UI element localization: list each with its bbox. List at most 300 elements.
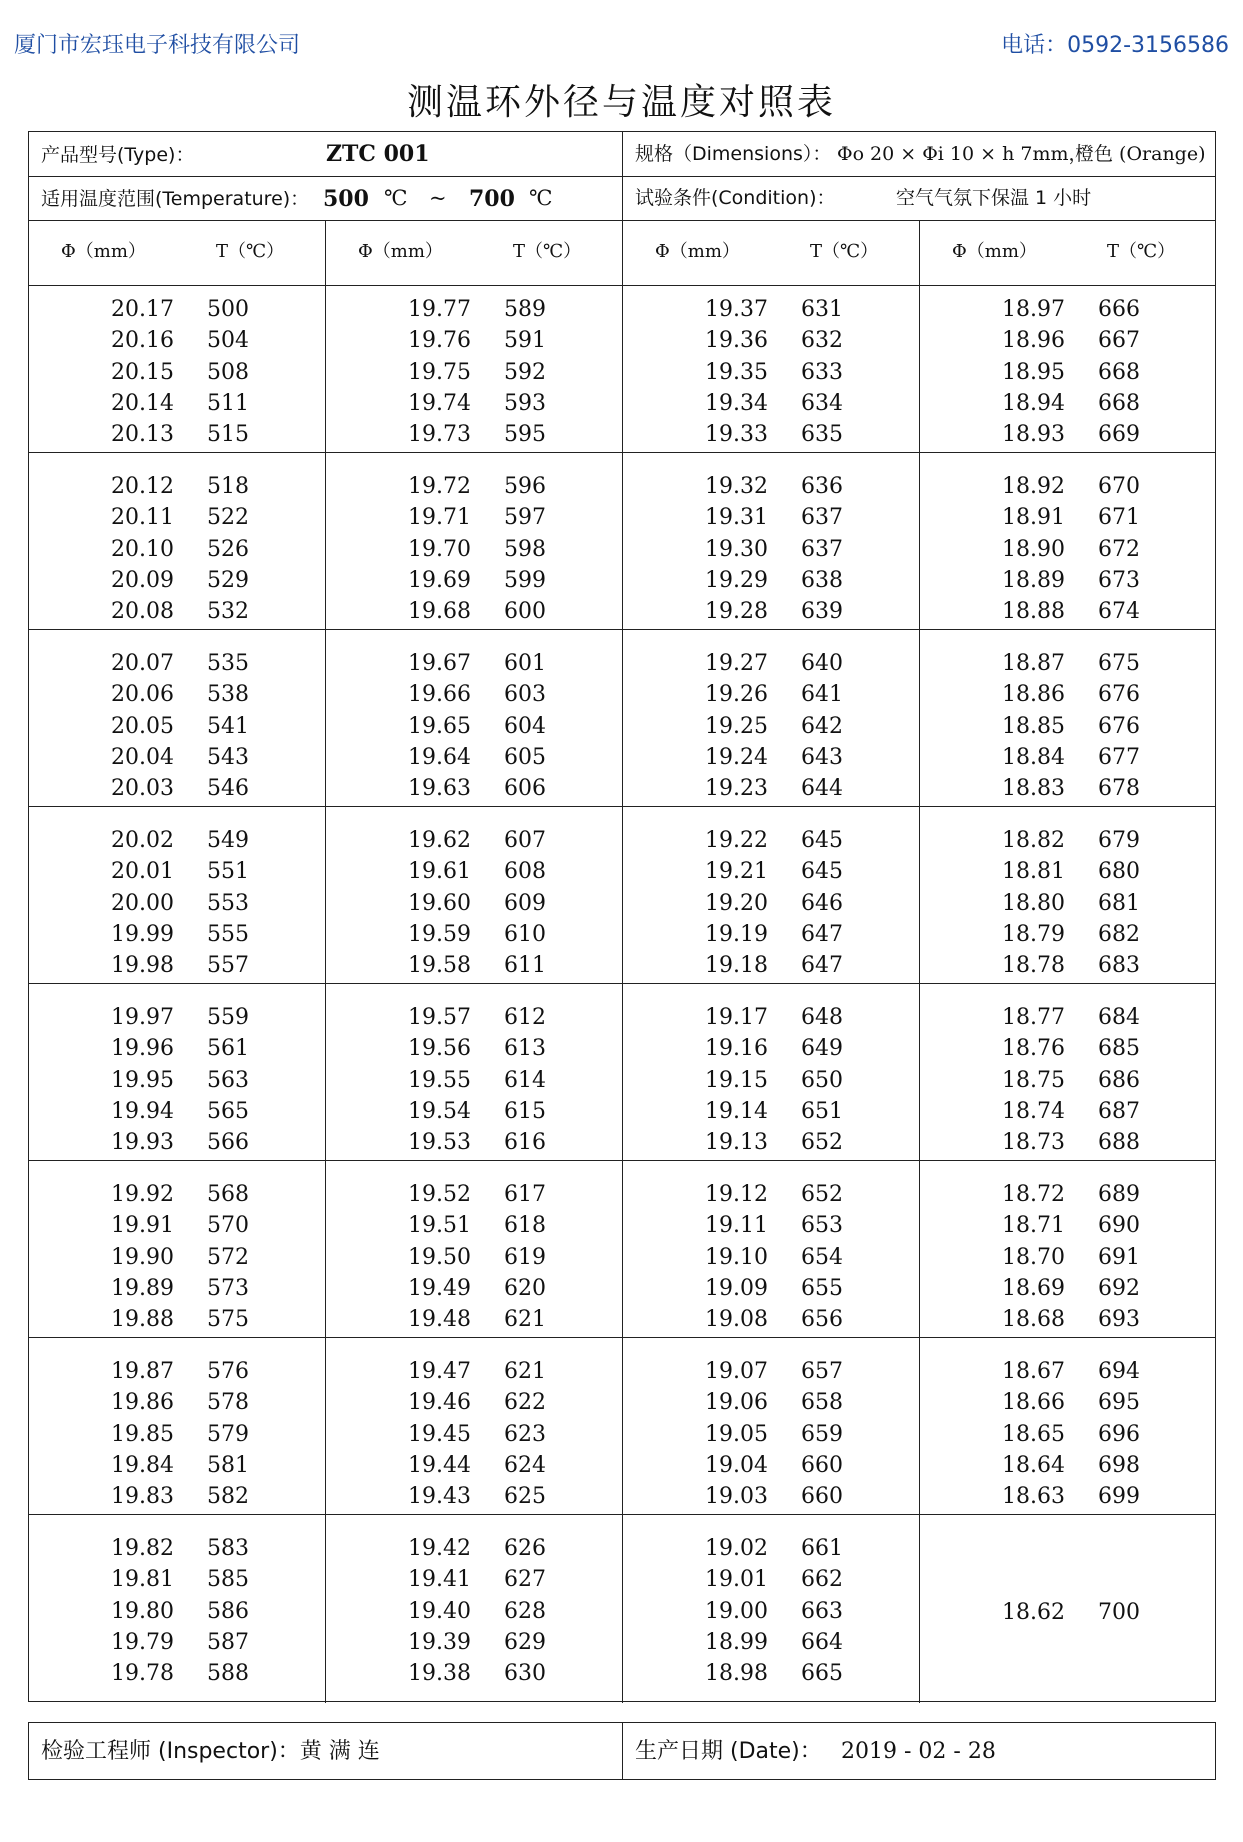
temperature-value: 595 (504, 422, 546, 448)
company-name: 厦门市宏珏电子科技有限公司 (14, 33, 301, 58)
diameter-value: 19.35 (705, 359, 768, 385)
color-value: 橙色 (Orange) (1075, 143, 1206, 165)
temperature-value: 579 (207, 1421, 249, 1447)
temperature-value: 696 (1098, 1421, 1140, 1447)
temperature-value: 618 (504, 1213, 546, 1239)
temperature-value: 582 (207, 1484, 249, 1510)
divider (622, 132, 623, 285)
diameter-value: 19.49 (408, 1275, 471, 1301)
diameter-value: 20.14 (111, 390, 174, 416)
temperature-value: 604 (504, 713, 546, 739)
temperature-value: 673 (1098, 567, 1140, 593)
diameter-value: 18.82 (1002, 828, 1065, 853)
diameter-value: 19.82 (111, 1536, 174, 1561)
temperature-value: 526 (207, 536, 249, 562)
type-value: ZTC 001 (326, 141, 430, 167)
diameter-value: 19.54 (408, 1098, 471, 1124)
diameter-value: 19.09 (705, 1275, 768, 1301)
temperature-value: 633 (801, 359, 843, 385)
temperature-value: 592 (504, 359, 546, 385)
diameter-value: 18.83 (1002, 776, 1065, 802)
diameter-value: 18.74 (1002, 1098, 1065, 1124)
temperature-value: 553 (207, 890, 249, 916)
diameter-value: 19.56 (408, 1036, 471, 1062)
temperature-value: 620 (504, 1275, 546, 1301)
temperature-value: 649 (801, 1036, 843, 1062)
diameter-value: 18.70 (1002, 1244, 1065, 1270)
temperature-value: 612 (504, 1005, 546, 1030)
temperature-value: 645 (801, 859, 843, 885)
temperature-value: 637 (801, 536, 843, 562)
diameter-value: 18.94 (1002, 390, 1065, 416)
diameter-value: 18.84 (1002, 744, 1065, 770)
diameter-value: 19.10 (705, 1244, 768, 1270)
temperature-value: 630 (504, 1661, 546, 1687)
temperature-value: 586 (207, 1598, 249, 1624)
diameter-value: 19.80 (111, 1598, 174, 1624)
diameter-value: 19.43 (408, 1484, 471, 1510)
temperature-value: 549 (207, 828, 249, 853)
condition-value: 空气气氛下保温 1 小时 (896, 187, 1092, 209)
divider (325, 220, 326, 1703)
temperature-value: 700 (1098, 1599, 1140, 1625)
temperature-value: 566 (207, 1130, 249, 1156)
diameter-value: 18.63 (1002, 1484, 1065, 1510)
temperature-value: 555 (207, 921, 249, 947)
diameter-value: 19.95 (111, 1067, 174, 1093)
temperature-value: 660 (801, 1484, 843, 1510)
diameter-value: 18.78 (1002, 953, 1065, 979)
diameter-value: 20.05 (111, 713, 174, 739)
temperature-value: 675 (1098, 651, 1140, 676)
diameter-value: 20.13 (111, 422, 174, 448)
temperature-value: 629 (504, 1629, 546, 1655)
temperature-value: 532 (207, 599, 249, 625)
temperature-value: 650 (801, 1067, 843, 1093)
diameter-value: 19.47 (408, 1359, 471, 1384)
temperature-value: 690 (1098, 1213, 1140, 1239)
diameter-value: 18.87 (1002, 651, 1065, 676)
temperature-value: 557 (207, 953, 249, 979)
diameter-value: 19.29 (705, 567, 768, 593)
diameter-value: 19.14 (705, 1098, 768, 1124)
temperature-value: 581 (207, 1452, 249, 1478)
temperature-value: 664 (801, 1629, 843, 1655)
diameter-value: 19.98 (111, 953, 174, 979)
temperature-value: 626 (504, 1536, 546, 1561)
diameter-value: 19.97 (111, 1005, 174, 1030)
diameter-value: 19.81 (111, 1567, 174, 1593)
diameter-value: 19.18 (705, 953, 768, 979)
temperature-value: 691 (1098, 1244, 1140, 1270)
diameter-value: 19.24 (705, 744, 768, 770)
temperature-separator: ~ (429, 186, 447, 210)
temperature-value: 628 (504, 1598, 546, 1624)
divider (622, 1723, 623, 1779)
temperature-value: 688 (1098, 1130, 1140, 1156)
diameter-value: 18.99 (705, 1629, 768, 1655)
temperature-value: 636 (801, 474, 843, 499)
diameter-value: 19.03 (705, 1484, 768, 1510)
diameter-value: 19.57 (408, 1005, 471, 1030)
diameter-value: 19.88 (111, 1307, 174, 1333)
diameter-value: 18.72 (1002, 1182, 1065, 1207)
diameter-value: 19.50 (408, 1244, 471, 1270)
diameter-value: 18.67 (1002, 1359, 1065, 1384)
temperature-value: 671 (1098, 505, 1140, 531)
temperature-value: 535 (207, 651, 249, 676)
temperature-value: 515 (207, 422, 249, 448)
temperature-value: 677 (1098, 744, 1140, 770)
temperature-value: 642 (801, 713, 843, 739)
temperature-value: 631 (801, 297, 843, 322)
temperature-value: 563 (207, 1067, 249, 1093)
diameter-value: 18.71 (1002, 1213, 1065, 1239)
temperature-value: 694 (1098, 1359, 1140, 1384)
diameter-value: 19.07 (705, 1359, 768, 1384)
temperature-value: 619 (504, 1244, 546, 1270)
diameter-value: 19.64 (408, 744, 471, 770)
temperature-value: 659 (801, 1421, 843, 1447)
temperature-value: 672 (1098, 536, 1140, 562)
diameter-value: 19.26 (705, 682, 768, 708)
temperature-value: 576 (207, 1359, 249, 1384)
temperature-value: 522 (207, 505, 249, 531)
column-header-diameter: Φ（mm） (61, 241, 146, 262)
temperature-value: 559 (207, 1005, 249, 1030)
diameter-value: 19.90 (111, 1244, 174, 1270)
temperature-unit: ℃ (384, 186, 408, 210)
temperature-value: 572 (207, 1244, 249, 1270)
temperature-value: 551 (207, 859, 249, 885)
diameter-value: 19.01 (705, 1567, 768, 1593)
diameter-value: 19.02 (705, 1536, 768, 1561)
diameter-value: 18.98 (705, 1661, 768, 1687)
temperature-value: 662 (801, 1567, 843, 1593)
temperature-value: 599 (504, 567, 546, 593)
temperature-value: 638 (801, 567, 843, 593)
temperature-value: 508 (207, 359, 249, 385)
temperature-value: 695 (1098, 1390, 1140, 1416)
diameter-value: 19.60 (408, 890, 471, 916)
column-header-temperature: T（℃） (810, 241, 879, 262)
diameter-value: 18.92 (1002, 474, 1065, 499)
temperature-value: 667 (1098, 328, 1140, 354)
diameter-value: 19.44 (408, 1452, 471, 1478)
diameter-value: 18.86 (1002, 682, 1065, 708)
temperature-value: 600 (504, 599, 546, 625)
diameter-value: 18.77 (1002, 1005, 1065, 1030)
diameter-value: 20.15 (111, 359, 174, 385)
temperature-value: 652 (801, 1182, 843, 1207)
diameter-value: 18.88 (1002, 599, 1065, 625)
divider (622, 285, 623, 1703)
date-value: 2019 - 02 - 28 (841, 1739, 996, 1764)
diameter-value: 20.07 (111, 651, 174, 676)
diameter-value: 19.06 (705, 1390, 768, 1416)
temperature-min: 500 (323, 186, 369, 212)
temperature-value: 646 (801, 890, 843, 916)
diameter-value: 18.75 (1002, 1067, 1065, 1093)
diameter-value: 20.06 (111, 682, 174, 708)
temperature-value: 609 (504, 890, 546, 916)
diameter-value: 19.85 (111, 1421, 174, 1447)
temperature-value: 681 (1098, 890, 1140, 916)
diameter-value: 19.11 (705, 1213, 768, 1239)
temperature-value: 678 (1098, 776, 1140, 802)
diameter-value: 18.79 (1002, 921, 1065, 947)
temperature-value: 573 (207, 1275, 249, 1301)
diameter-value: 18.85 (1002, 713, 1065, 739)
temperature-value: 603 (504, 682, 546, 708)
temperature-value: 589 (504, 297, 546, 322)
diameter-value: 19.68 (408, 599, 471, 625)
diameter-value: 19.58 (408, 953, 471, 979)
temperature-value: 511 (207, 390, 249, 416)
temperature-value: 666 (1098, 297, 1140, 322)
temperature-value: 641 (801, 682, 843, 708)
temperature-max: 700 (469, 186, 515, 212)
temperature-value: 668 (1098, 390, 1140, 416)
temperature-value: 653 (801, 1213, 843, 1239)
diameter-value: 19.65 (408, 713, 471, 739)
diameter-value: 20.16 (111, 328, 174, 354)
diameter-value: 19.96 (111, 1036, 174, 1062)
temperature-value: 543 (207, 744, 249, 770)
temperature-unit: ℃ (529, 186, 553, 210)
diameter-value: 19.67 (408, 651, 471, 676)
diameter-value: 19.59 (408, 921, 471, 947)
inspector: 检验工程师 (Inspector)：黄 满 连 (41, 1739, 380, 1764)
diameter-value: 18.76 (1002, 1036, 1065, 1062)
temperature-value: 614 (504, 1067, 546, 1093)
diameter-value: 19.04 (705, 1452, 768, 1478)
diameter-value: 19.61 (408, 859, 471, 885)
dimensions-label: 规格（Dimensions）： (635, 143, 832, 165)
temperature-value: 640 (801, 651, 843, 676)
temperature-value: 607 (504, 828, 546, 853)
temperature-value: 683 (1098, 953, 1140, 979)
column-header-temperature: T（℃） (513, 241, 582, 262)
diameter-value: 19.89 (111, 1275, 174, 1301)
diameter-value: 19.30 (705, 536, 768, 562)
temperature-value: 699 (1098, 1484, 1140, 1510)
diameter-value: 19.33 (705, 422, 768, 448)
temperature-value: 624 (504, 1452, 546, 1478)
diameter-value: 19.05 (705, 1421, 768, 1447)
temperature-value: 616 (504, 1130, 546, 1156)
temperature-value: 685 (1098, 1036, 1140, 1062)
diameter-value: 18.90 (1002, 536, 1065, 562)
temperature-value: 665 (801, 1661, 843, 1687)
diameter-value: 18.68 (1002, 1307, 1065, 1333)
dimensions-value: Φo 20 × Φi 10 × h 7mm， (837, 143, 1088, 165)
temperature-value: 575 (207, 1307, 249, 1333)
diameter-value: 19.79 (111, 1629, 174, 1655)
diameter-value: 19.21 (705, 859, 768, 885)
diameter-value: 19.22 (705, 828, 768, 853)
diameter-value: 20.12 (111, 474, 174, 499)
diameter-value: 18.62 (1002, 1599, 1065, 1625)
temperature-value: 647 (801, 921, 843, 947)
temperature-value: 654 (801, 1244, 843, 1270)
temperature-value: 648 (801, 1005, 843, 1030)
diameter-value: 19.45 (408, 1421, 471, 1447)
temperature-value: 643 (801, 744, 843, 770)
diameter-value: 19.70 (408, 536, 471, 562)
diameter-value: 18.69 (1002, 1275, 1065, 1301)
diameter-value: 19.00 (705, 1598, 768, 1624)
temperature-value: 652 (801, 1130, 843, 1156)
diameter-value: 19.25 (705, 713, 768, 739)
diameter-value: 19.40 (408, 1598, 471, 1624)
diameter-value: 18.65 (1002, 1421, 1065, 1447)
diameter-value: 19.99 (111, 921, 174, 947)
temperature-value: 680 (1098, 859, 1140, 885)
diameter-value: 20.03 (111, 776, 174, 802)
temperature-value: 647 (801, 953, 843, 979)
diameter-value: 19.75 (408, 359, 471, 385)
temperature-value: 687 (1098, 1098, 1140, 1124)
temperature-value: 644 (801, 776, 843, 802)
diameter-value: 18.95 (1002, 359, 1065, 385)
diameter-value: 19.48 (408, 1307, 471, 1333)
diameter-value: 19.42 (408, 1536, 471, 1561)
diameter-value: 19.39 (408, 1629, 471, 1655)
diameter-value: 19.36 (705, 328, 768, 354)
temperature-value: 598 (504, 536, 546, 562)
diameter-value: 19.86 (111, 1390, 174, 1416)
temperature-value: 591 (504, 328, 546, 354)
temperature-value: 608 (504, 859, 546, 885)
diameter-value: 19.72 (408, 474, 471, 499)
diameter-value: 20.10 (111, 536, 174, 562)
diameter-value: 18.64 (1002, 1452, 1065, 1478)
footer (28, 1722, 1216, 1780)
diameter-value: 20.00 (111, 890, 174, 916)
temperature-value: 689 (1098, 1182, 1140, 1207)
temperature-value: 585 (207, 1567, 249, 1593)
temperature-value: 625 (504, 1484, 546, 1510)
diameter-value: 19.94 (111, 1098, 174, 1124)
column-header-diameter: Φ（mm） (358, 241, 443, 262)
diameter-value: 20.02 (111, 828, 174, 853)
temperature-value: 606 (504, 776, 546, 802)
temperature-value: 670 (1098, 474, 1140, 499)
diameter-value: 19.87 (111, 1359, 174, 1384)
temperature-value: 658 (801, 1390, 843, 1416)
diameter-value: 19.19 (705, 921, 768, 947)
diameter-value: 19.73 (408, 422, 471, 448)
diameter-value: 19.71 (408, 505, 471, 531)
temperature-value: 613 (504, 1036, 546, 1062)
column-header-temperature: T（℃） (1107, 241, 1176, 262)
diameter-value: 19.66 (408, 682, 471, 708)
diameter-value: 18.66 (1002, 1390, 1065, 1416)
diameter-value: 19.12 (705, 1182, 768, 1207)
diameter-value: 18.80 (1002, 890, 1065, 916)
page-title: 测温环外径与温度对照表 (406, 82, 836, 123)
temperature-value: 674 (1098, 599, 1140, 625)
diameter-value: 19.74 (408, 390, 471, 416)
temperature-value: 500 (207, 297, 249, 322)
temperature-value: 622 (504, 1390, 546, 1416)
temperature-value: 676 (1098, 682, 1140, 708)
temperature-value: 587 (207, 1629, 249, 1655)
temperature-value: 578 (207, 1390, 249, 1416)
temperature-value: 634 (801, 390, 843, 416)
diameter-value: 18.93 (1002, 422, 1065, 448)
diameter-value: 19.84 (111, 1452, 174, 1478)
diameter-value: 19.55 (408, 1067, 471, 1093)
temperature-value: 529 (207, 567, 249, 593)
temperature-value: 684 (1098, 1005, 1140, 1030)
temperature-value: 623 (504, 1421, 546, 1447)
diameter-value: 18.97 (1002, 297, 1065, 322)
temperature-value: 621 (504, 1307, 546, 1333)
diameter-value: 19.32 (705, 474, 768, 499)
temperature-value: 651 (801, 1098, 843, 1124)
diameter-value: 19.38 (408, 1661, 471, 1687)
diameter-value: 19.16 (705, 1036, 768, 1062)
temperature-value: 611 (504, 953, 546, 979)
diameter-value: 19.37 (705, 297, 768, 322)
diameter-value: 19.93 (111, 1130, 174, 1156)
temperature-value: 698 (1098, 1452, 1140, 1478)
column-header-diameter: Φ（mm） (655, 241, 740, 262)
diameter-value: 19.91 (111, 1213, 174, 1239)
diameter-value: 19.08 (705, 1307, 768, 1333)
temperature-value: 541 (207, 713, 249, 739)
temperature-value: 601 (504, 651, 546, 676)
phone-number: 电话：0592-3156586 (1001, 33, 1229, 58)
temperature-value: 692 (1098, 1275, 1140, 1301)
diameter-value: 19.92 (111, 1182, 174, 1207)
temperature-value: 593 (504, 390, 546, 416)
diameter-value: 19.34 (705, 390, 768, 416)
temperature-value: 645 (801, 828, 843, 853)
diameter-value: 18.91 (1002, 505, 1065, 531)
diameter-value: 19.53 (408, 1130, 471, 1156)
temperature-value: 639 (801, 599, 843, 625)
temperature-value: 621 (504, 1359, 546, 1384)
temperature-value: 605 (504, 744, 546, 770)
diameter-value: 19.17 (705, 1005, 768, 1030)
diameter-value: 18.89 (1002, 567, 1065, 593)
lookup-table (28, 131, 1216, 1702)
temperature-value: 565 (207, 1098, 249, 1124)
temperature-value: 615 (504, 1098, 546, 1124)
temperature-value: 669 (1098, 422, 1140, 448)
diameter-value: 19.46 (408, 1390, 471, 1416)
temperature-value: 657 (801, 1359, 843, 1384)
diameter-value: 19.27 (705, 651, 768, 676)
temperature-value: 679 (1098, 828, 1140, 853)
temperature-value: 668 (1098, 359, 1140, 385)
diameter-value: 19.69 (408, 567, 471, 593)
diameter-value: 20.04 (111, 744, 174, 770)
diameter-value: 18.81 (1002, 859, 1065, 885)
temperature-value: 663 (801, 1598, 843, 1624)
temperature-value: 635 (801, 422, 843, 448)
diameter-value: 19.63 (408, 776, 471, 802)
temperature-value: 660 (801, 1452, 843, 1478)
temperature-value: 538 (207, 682, 249, 708)
diameter-value: 19.78 (111, 1661, 174, 1687)
temperature-value: 561 (207, 1036, 249, 1062)
diameter-value: 19.28 (705, 599, 768, 625)
diameter-value: 19.52 (408, 1182, 471, 1207)
